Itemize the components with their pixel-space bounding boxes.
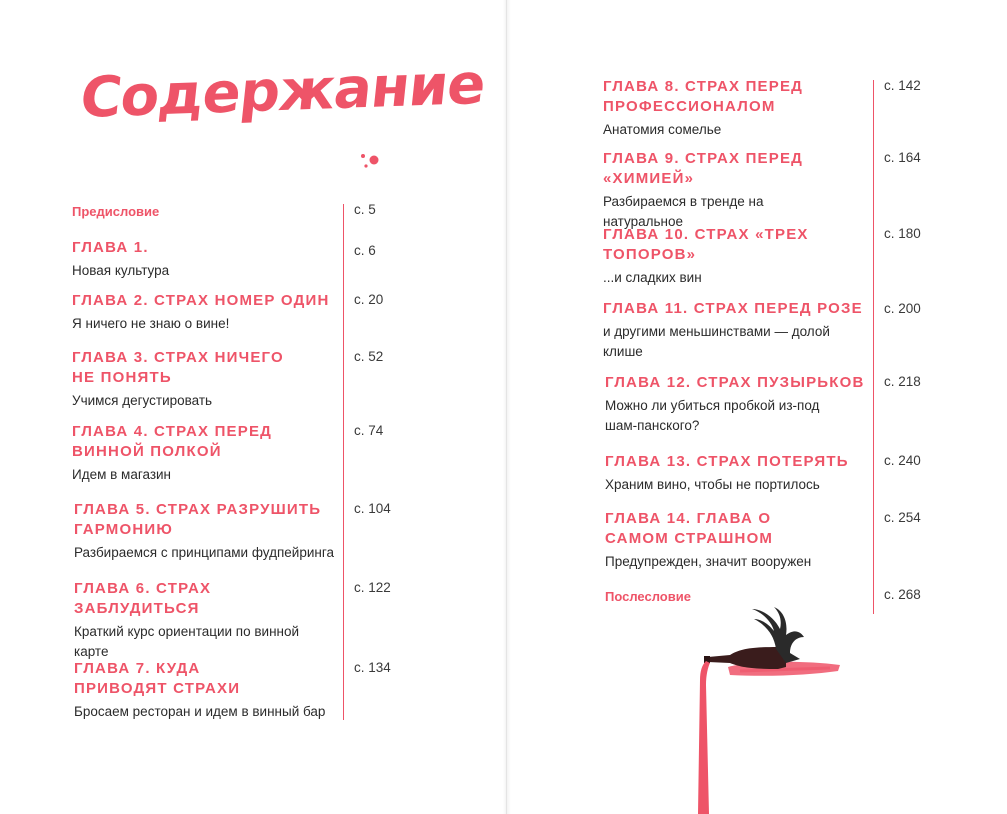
chapter-subtitle: Предупрежден, значит вооружен: [605, 554, 812, 569]
toc-entry[interactable]: [605, 373, 867, 436]
page-number: с. 104: [354, 501, 391, 516]
chapter-subtitle: Храним вино, чтобы не портилось: [605, 477, 820, 492]
toc-entry[interactable]: [603, 77, 843, 140]
page-title: Содержание: [77, 51, 489, 131]
chapter-subtitle: Разбираемся с принципами фудпейринга: [74, 545, 334, 560]
toc-entry[interactable]: [72, 238, 332, 281]
toc-entry[interactable]: [605, 509, 867, 572]
toc-entry[interactable]: [72, 348, 312, 411]
page-number: с. 254: [884, 510, 921, 525]
page-number: с. 74: [354, 423, 384, 438]
page-number: с. 240: [884, 453, 921, 468]
toc-entry[interactable]: [72, 422, 334, 485]
page-number: с. 52: [354, 349, 384, 364]
chapter-subtitle: Идем в магазин: [72, 467, 172, 482]
chapter-subtitle: ...и сладких вин: [603, 270, 702, 285]
chapter-subtitle: Краткий курс ориентации по винной карте: [74, 624, 300, 659]
toc-entry[interactable]: [74, 659, 336, 722]
toc-entry[interactable]: [72, 291, 334, 334]
toc-divider: [873, 80, 874, 614]
page-fold: [506, 0, 507, 814]
chapter-subtitle: Можно ли убиться пробкой из-под шам-панского?: [605, 398, 820, 433]
chapter-subtitle: Разбираемся в тренде на натуральное: [603, 194, 764, 229]
toc-entry[interactable]: [605, 452, 867, 495]
chapter-title: Предисловие: [72, 204, 160, 219]
page-number: с. 200: [884, 301, 921, 316]
chapter-title: Послесловие: [605, 589, 691, 604]
chapter-title: ГЛАВА 9. СТРАХ ПЕРЕД «ХИМИЕЙ»: [603, 150, 804, 187]
toc-entry[interactable]: [603, 225, 843, 288]
chapter-subtitle: Я ничего не знаю о вине!: [72, 316, 230, 331]
chapter-title: ГЛАВА 12. СТРАХ ПУЗЫРЬКОВ: [605, 374, 865, 391]
chapter-title: ГЛАВА 4. СТРАХ ПЕРЕД ВИННОЙ ПОЛКОЙ: [72, 423, 273, 460]
chapter-title: ГЛАВА 8. СТРАХ ПЕРЕД ПРОФЕССИОНАЛОМ: [603, 78, 804, 115]
chapter-subtitle: и другими меньшинствами — долой клише: [603, 324, 830, 359]
toc-divider: [343, 204, 344, 720]
toc-entry[interactable]: [603, 299, 863, 362]
page-number: с. 142: [884, 78, 921, 93]
page-number: с. 6: [354, 243, 376, 258]
chapter-title: ГЛАВА 2. СТРАХ НОМЕР ОДИН: [72, 292, 330, 309]
chapter-title: ГЛАВА 7. КУДА ПРИВОДЯТ СТРАХИ: [74, 660, 241, 697]
page-number: с. 5: [354, 202, 376, 217]
toc-entry[interactable]: [74, 500, 336, 563]
toc-entry[interactable]: [605, 587, 845, 607]
page-gutter: [503, 0, 511, 814]
page-number: с. 268: [884, 587, 921, 602]
chapter-title: ГЛАВА 6. СТРАХ ЗАБЛУДИТЬСЯ: [74, 580, 212, 617]
chapter-title: ГЛАВА 5. СТРАХ РАЗРУШИТЬ ГАРМОНИЮ: [74, 501, 322, 538]
chapter-subtitle: Учимся дегустировать: [72, 393, 213, 408]
chapter-title: ГЛАВА 14. ГЛАВА О САМОМ СТРАШНОМ: [605, 510, 774, 547]
page-number: с. 20: [354, 292, 384, 307]
ink-drops-icon: [360, 152, 390, 172]
chapter-title: ГЛАВА 10. СТРАХ «ТРЕХ ТОПОРОВ»: [603, 226, 809, 263]
toc-entry[interactable]: [603, 149, 843, 232]
page-number: с. 180: [884, 226, 921, 241]
chapter-subtitle: Бросаем ресторан и идем в винный бар: [74, 704, 326, 719]
page-number: с. 122: [354, 580, 391, 595]
chapter-subtitle: Новая культура: [72, 263, 170, 278]
chapter-title: ГЛАВА 1.: [72, 239, 149, 256]
chapter-title: ГЛАВА 3. СТРАХ НИЧЕГО НЕ ПОНЯТЬ: [72, 349, 284, 386]
chapter-title: ГЛАВА 13. СТРАХ ПОТЕРЯТЬ: [605, 453, 849, 470]
hand-pouring-wine-icon: [690, 605, 850, 814]
toc-entry[interactable]: [74, 579, 336, 662]
chapter-title: ГЛАВА 11. СТРАХ ПЕРЕД РОЗЕ: [603, 300, 863, 317]
page-number: с. 164: [884, 150, 921, 165]
page-number: с. 134: [354, 660, 391, 675]
toc-entry[interactable]: [72, 202, 302, 222]
chapter-subtitle: Анатомия сомелье: [603, 122, 722, 137]
page-number: с. 218: [884, 374, 921, 389]
